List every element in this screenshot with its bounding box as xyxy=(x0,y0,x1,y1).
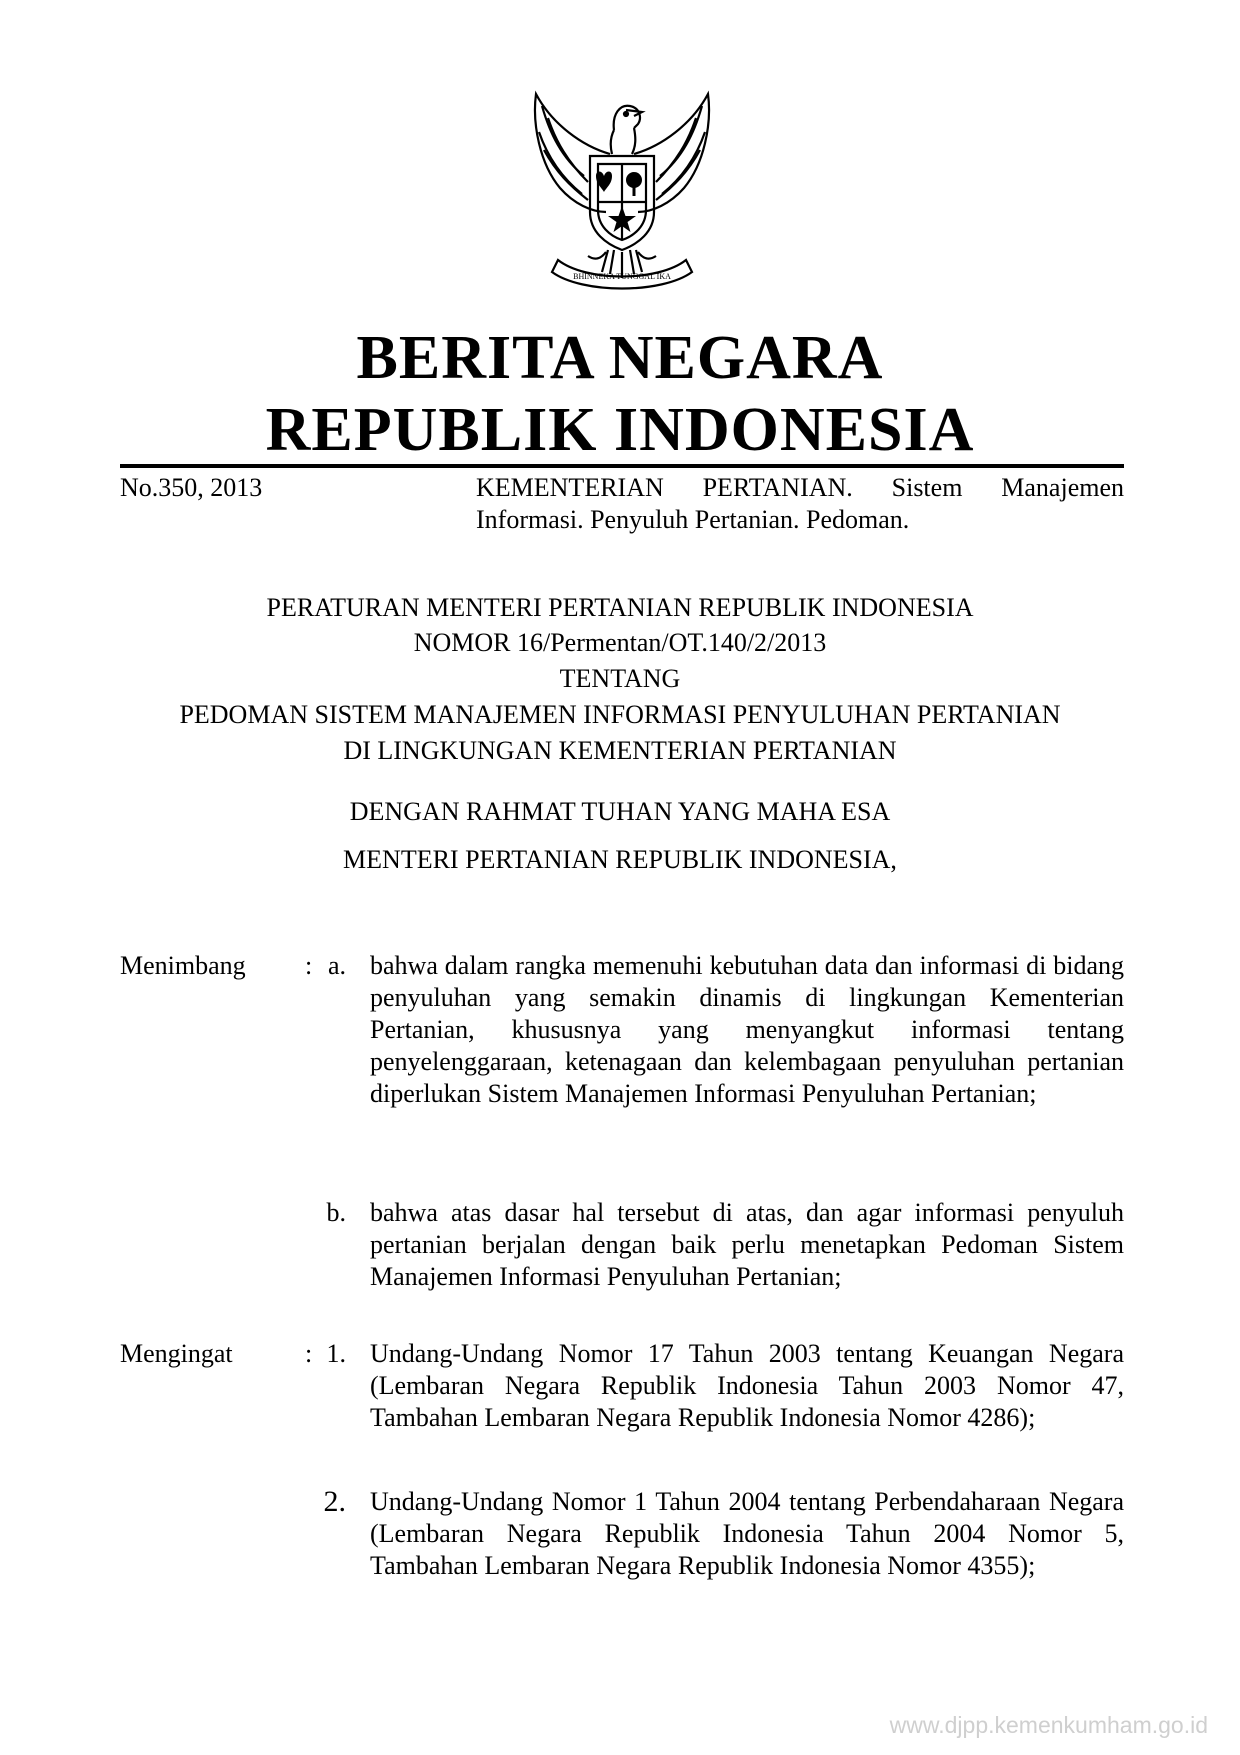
minister-line: MENTERI PERTANIAN REPUBLIK INDONESIA, xyxy=(343,845,897,874)
menimbang-label: Menimbang xyxy=(120,951,246,980)
masthead-divider xyxy=(120,464,1124,468)
masthead-title-line2: REPUBLIK INDONESIA xyxy=(265,396,975,464)
menimbang-item-b: bahwa atas dasar hal tersebut di atas, dan agar informasi penyuluh pertanian berjalan dengan baik perlu menetapkan Pedoman Sistem Manajemen Informasi Penyuluhan Pertanian; xyxy=(370,1198,1124,1291)
gazette-number: No.350, 2013 xyxy=(120,473,263,502)
regulation-title: PERATURAN MENTERI PERTANIAN REPUBLIK INDONESIA xyxy=(266,593,974,622)
menimbang-item-a: bahwa dalam rangka memenuhi kebutuhan data dan informasi di bidang penyuluhan yang semakin dinamis di lingkungan Kementerian Pertanian, khususnya yang menyangkut informasi tentang penyelenggaraan, ketenagaan dan kelembagaan penyuluhan pertanian diperlukan Sistem Manajemen Informasi Penyuluhan Pertanian; xyxy=(370,951,1124,1108)
garuda-emblem-icon xyxy=(522,84,722,294)
gazette-subject-line1: KEMENTERIAN PERTANIAN. Sistem Manajemen xyxy=(476,473,1124,502)
gazette-subject xyxy=(476,472,1124,536)
preamble-line: DENGAN RAHMAT TUHAN YANG MAHA ESA xyxy=(349,797,891,826)
menimbang-marker-b: b. xyxy=(326,1198,346,1227)
regulation-tentang: TENTANG xyxy=(559,664,681,693)
mengingat-item-2: Undang-Undang Nomor 1 Tahun 2004 tentang Perbendaharaan Negara (Lembaran Negara Republik Indonesia Tahun 2004 Nomor 5, Tambahan Lembaran Negara Republik Indonesia Nomor 4355); xyxy=(370,1487,1124,1580)
mengingat-marker-1: 1. xyxy=(326,1339,346,1368)
mengingat-label: Mengingat xyxy=(120,1339,233,1368)
menimbang-colon: : xyxy=(305,951,313,980)
watermark-url: www.djpp.kemenkumham.go.id xyxy=(889,1712,1208,1738)
menimbang-marker-a: a. xyxy=(327,951,346,980)
emblem-motto: BHINNEKA TUNGGAL IKA xyxy=(573,272,671,281)
gazette-subject-line2: Informasi. Penyuluh Pertanian. Pedoman. xyxy=(476,505,910,534)
regulation-subject-line2: DI LINGKUNGAN KEMENTERIAN PERTANIAN xyxy=(343,736,897,765)
mengingat-colon: : xyxy=(305,1339,313,1368)
regulation-number: NOMOR 16/Permentan/OT.140/2/2013 xyxy=(413,628,827,657)
masthead-title-line1: BERITA NEGARA xyxy=(356,324,884,392)
mengingat-item-1: Undang-Undang Nomor 17 Tahun 2003 tentang Keuangan Negara (Lembaran Negara Republik Indonesia Tahun 2003 Nomor 47, Tambahan Lembaran Negara Republik Indonesia Nomor 4286); xyxy=(370,1339,1124,1432)
regulation-subject-line1: PEDOMAN SISTEM MANAJEMEN INFORMASI PENYULUHAN PERTANIAN xyxy=(179,700,1061,729)
mengingat-marker-2: 2. xyxy=(323,1485,346,1518)
